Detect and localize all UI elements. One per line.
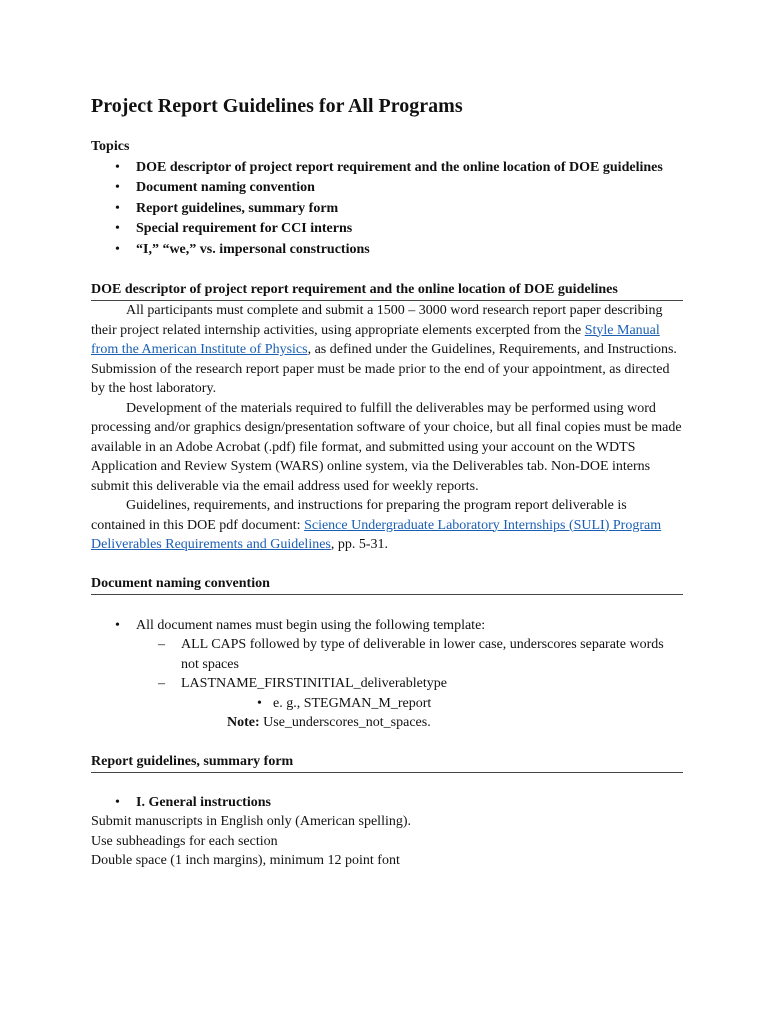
doe-section-body: [91, 301, 683, 555]
doe-section-heading: DOE descriptor of project report requirement and the online location of DOE guidelines: [91, 280, 683, 301]
bullet-icon: •: [115, 200, 120, 216]
naming-example: • e. g., STEGMAN_M_report: [91, 694, 683, 714]
topic-item: • Document naming convention: [91, 178, 683, 199]
dash-icon: –: [158, 676, 165, 691]
bullet-icon: •: [115, 241, 120, 257]
bullet-icon: •: [115, 180, 120, 195]
report-section-body: [91, 793, 683, 871]
instruction-line: Submit manuscripts in English only (American spelling).: [91, 814, 412, 829]
topic-item: • Special requirement for CCI interns: [91, 219, 683, 240]
instruction-line: Double space (1 inch margins), minimum 12 point font: [91, 853, 400, 868]
bullet-icon: •: [115, 159, 120, 175]
topics-list: [91, 158, 683, 261]
naming-section-heading: Document naming convention: [91, 574, 683, 595]
topic-item: • Report guidelines, summary form: [91, 199, 683, 220]
suli-guidelines-link[interactable]: Science Undergraduate Laboratory Internships (SULI) Program Deliverables Requirements and Guidelines: [91, 517, 662, 552]
document-body: [91, 94, 683, 871]
bullet-icon: •: [257, 695, 262, 711]
naming-section-body: [91, 616, 683, 733]
report-section-heading: Report guidelines, summary form: [91, 752, 683, 773]
doe-paragraph-2: Development of the materials required to fulfill the deliverables may be performed using word processing and/or graphics design/presentation software of your choice, but all final copies must be made available in an Adobe Acrobat (.pdf) file format, and submitted using your account on the WDTS Application and Review System (WARS) online system, via the Deliverables tab. Non-DOE interns submit this deliverable via the email address used for weekly reports.: [91, 400, 682, 494]
dash-icon: –: [158, 637, 165, 652]
doe-paragraph-1: All participants must complete and submit a 1500 – 3000 word research report paper describing their project related internship activities, using appropriate elements excerpted from the Style Manual from the American Institute of Physics, as defined under the Guidelines, Requirements, and Instructions. Submission of the research report paper must be made prior to the end of your appointment, as directed by the host laboratory.: [91, 303, 677, 396]
style-manual-link[interactable]: Style Manual from the American Institute of Physics: [91, 322, 660, 357]
instruction-line: Use subheadings for each section: [91, 833, 278, 849]
general-instructions-heading: • I. General instructions: [91, 793, 683, 813]
naming-item: • All document names must begin using the following template:: [91, 616, 683, 636]
topic-item: • “I,” “we,” vs. impersonal constructions: [91, 240, 683, 261]
topic-item: • DOE descriptor of project report requirement and the online location of DOE guidelines: [91, 158, 683, 179]
page-title: Project Report Guidelines for All Programs: [91, 95, 463, 117]
naming-note: Note: Use_underscores_not_spaces.: [227, 715, 431, 730]
note-label: Note:: [227, 715, 260, 730]
doe-paragraph-3: Guidelines, requirements, and instructions for preparing the program report deliverable is contained in this DOE pdf document: Science Undergraduate Laboratory Internships (SULI) Program Deliverables Requirements and Guidelines, pp. 5-31.: [91, 498, 662, 552]
naming-subitem: – ALL CAPS followed by type of deliverable in lower case, underscores separate words not spaces: [158, 637, 664, 672]
bullet-icon: •: [115, 794, 120, 810]
bullet-icon: •: [115, 617, 120, 633]
naming-subitem: – LASTNAME_FIRSTINITIAL_deliverabletype: [91, 674, 683, 694]
topics-label: Topics: [91, 139, 130, 154]
bullet-icon: •: [115, 221, 120, 236]
